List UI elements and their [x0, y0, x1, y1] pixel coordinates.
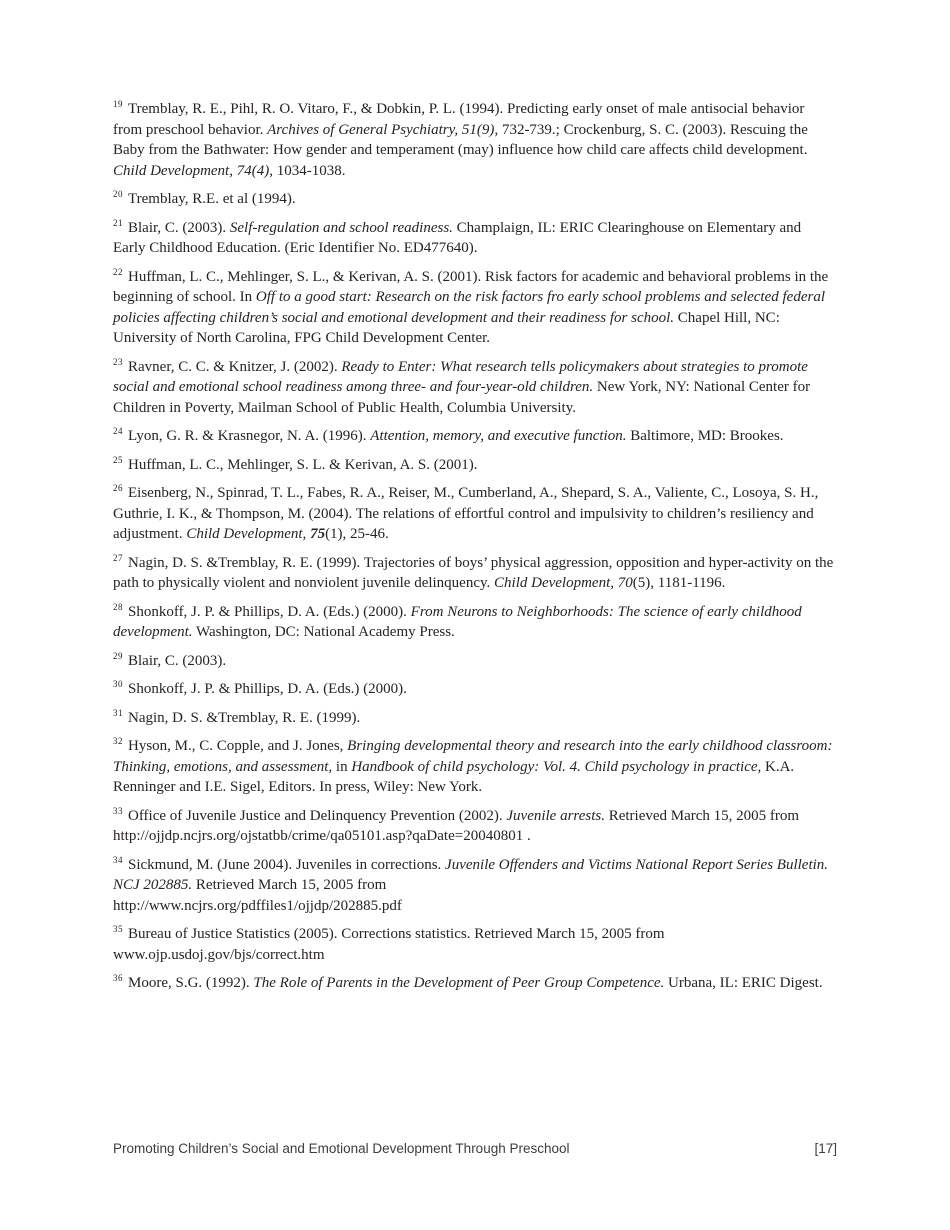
endnote-text: Ravner, C. C. & Knitzer, J. (2002).: [128, 358, 342, 375]
endnote: [113, 99, 837, 181]
endnote: [113, 218, 837, 259]
endnote-number: 21: [113, 217, 123, 228]
endnote-text: Juvenile arrests.: [506, 807, 605, 824]
endnote-text: Moore, S.G. (1992).: [128, 975, 254, 991]
endnote: [113, 455, 837, 476]
endnote-text: , 732-739.; Crockenburg, S. C. (2003). Rescuing the Baby from the Bathwater: How gender and temperament (may) influence how child care affects child development.: [113, 121, 808, 158]
endnote-text: Bringing developmental theory and research into the early childhood classroom: Thinking, emotions, and assessment: [113, 738, 833, 775]
endnote-number: 31: [113, 707, 123, 718]
endnote-text: , K.A. Renninger and I.E. Sigel, Editors. In press, Wiley: New York.: [113, 758, 795, 795]
endnote-number: 32: [113, 736, 123, 746]
endnote: [113, 483, 837, 545]
endnote-text: www.ojp.usdoj.gov/bjs/correct.htm: [113, 946, 325, 963]
endnote-number: 20: [113, 189, 123, 199]
endnote-text: Chapel Hill, NC: University of North Carolina, FPG Child Development Center.: [113, 309, 780, 346]
endnote-number: 36: [113, 973, 123, 983]
endnote-text: Urbana, IL: ERIC Digest.: [664, 975, 823, 991]
endnote-text: Child Development,: [186, 526, 311, 542]
endnote-text: Tremblay, R.E. et al (1994).: [128, 191, 296, 207]
endnote-text: Child Development, 74(4): [113, 162, 270, 179]
endnote: [113, 651, 837, 672]
endnote-text: Washington, DC: National Academy Press.: [192, 624, 455, 640]
endnote: [113, 973, 837, 994]
endnote-text: Ready to Enter: What research tells policymakers about strategies to promote social and emotional school readiness among three- and four-year-old children.: [113, 358, 808, 395]
endnote-text: , 1034-1038.: [269, 162, 346, 179]
endnote-text: Champlaign, IL: ERIC Clearinghouse on Elementary and Early Childhood Education. (Eric Identifier No. ED477640).: [113, 219, 802, 256]
endnote-text: 75: [310, 526, 326, 542]
endnote-text: Off to a good start: Research on the risk factors fro early school problems and selected federal policies affecting children’s social and emotional development and their readiness for school.: [113, 289, 825, 326]
endnote-text: Hyson, M., C. Copple, and J. Jones,: [128, 738, 348, 754]
endnote: [113, 679, 837, 700]
endnote-number: 33: [113, 805, 123, 816]
endnote-number: 24: [113, 426, 123, 436]
endnote-text: Shonkoff, J. P. & Phillips, D. A. (Eds.) (2000).: [128, 603, 411, 620]
endnote-number: 29: [113, 650, 123, 661]
endnote-text: Self-regulation and school readiness.: [229, 219, 453, 236]
endnote-text: (5), 1181-1196.: [632, 575, 726, 591]
endnote-number: 35: [113, 924, 123, 934]
endnotes-list: [113, 99, 837, 1002]
endnote-text: http://www.ncjrs.org/pdffiles1/ojjdp/202885.pdf: [113, 897, 402, 914]
endnote: [113, 855, 837, 917]
endnote: [113, 357, 837, 419]
endnote-number: 27: [113, 552, 123, 563]
endnote-text: Retrieved March 15, 2005 from http://ojjdp.ncjrs.org/ojstatbb/crime/qa05101.asp?qaDate=20040801 .: [113, 807, 800, 844]
endnote-text: Huffman, L. C., Mehlinger, S. L., & Kerivan, A. S. (2001). Risk factors for academic and behavioral problems in the beginning of school. In: [113, 268, 829, 305]
endnote-number: 23: [113, 356, 123, 367]
endnote-text: Lyon, G. R. & Krasnegor, N. A. (1996).: [128, 428, 371, 444]
endnote: [113, 736, 837, 798]
endnote-text: Tremblay, R. E., Pihl, R. O. Vitaro, F., & Dobkin, P. L. (1994). Predicting early onset of male antisocial behavior from preschool behavior.: [113, 101, 805, 138]
endnote-text: , in: [328, 758, 352, 775]
endnote-text: Baltimore, MD: Brookes.: [626, 428, 784, 444]
endnote-text: From Neurons to Neighborhoods: The science of early childhood development.: [113, 603, 802, 640]
endnote: [113, 924, 837, 965]
endnote-text: Retrieved March 15, 2005 from: [192, 877, 387, 893]
endnote-text: Handbook of child psychology: Vol. 4. Child psychology in practice: [351, 758, 758, 775]
endnote-text: Office of Juvenile Justice and Delinquency Prevention (2002).: [128, 807, 507, 824]
footer-page-number: [17]: [814, 1141, 837, 1156]
endnote-text: New York, NY: National Center for Children in Poverty, Mailman School of Public Health, Columbia University.: [113, 379, 811, 416]
endnote: [113, 426, 837, 447]
endnote-number: 19: [113, 99, 123, 109]
endnote-number: 25: [113, 454, 123, 465]
endnote-text: Child Development, 70: [494, 575, 633, 591]
endnote-text: Blair, C. (2003).: [128, 219, 230, 236]
page-footer: [113, 1141, 837, 1156]
endnote-text: Attention, memory, and executive function.: [370, 428, 627, 444]
endnote-text: (1), 25-46.: [325, 526, 389, 542]
endnote: [113, 553, 837, 594]
endnote-text: Huffman, L. C., Mehlinger, S. L. & Kerivan, A. S. (2001).: [128, 456, 478, 473]
endnote-text: Archives of General Psychiatry, 51(9): [267, 121, 495, 138]
endnote-text: The Role of Parents in the Development of Peer Group Competence.: [253, 975, 665, 991]
endnote-text: Nagin, D. S. &Tremblay, R. E. (1999).: [128, 709, 361, 726]
endnote-number: 22: [113, 266, 123, 277]
endnote-number: 26: [113, 483, 123, 493]
endnote: [113, 602, 837, 643]
endnote-number: 28: [113, 601, 123, 612]
endnote-text: Blair, C. (2003).: [128, 652, 227, 669]
endnote: [113, 267, 837, 349]
endnote: [113, 189, 837, 210]
endnote: [113, 806, 837, 847]
endnote-text: Nagin, D. S. &Tremblay, R. E. (1999). Trajectories of boys’ physical aggression, opposition and hyper-activity on the path to physically violent and nonviolent juvenile delinquency.: [113, 554, 834, 591]
footer-title: Promoting Children’s Social and Emotional Development Through Preschool: [113, 1141, 570, 1156]
endnote-number: 34: [113, 854, 123, 865]
endnote-text: Eisenberg, N., Spinrad, T. L., Fabes, R. A., Reiser, M., Cumberland, A., Shepard, S. A., Valiente, C., Losoya, S. H., Guthrie, I. K., & Thompson, M. (2004). The relations of effortful control and impulsivity to children’s resiliency and adjustment.: [113, 485, 819, 542]
endnote-text: Sickmund, M. (June 2004). Juveniles in corrections.: [128, 856, 446, 873]
endnote-text: Shonkoff, J. P. & Phillips, D. A. (Eds.) (2000).: [128, 681, 407, 697]
endnote-text: Juvenile Offenders and Victims National Report Series Bulletin. NCJ 202885.: [113, 856, 829, 893]
endnote-number: 30: [113, 679, 123, 689]
endnote: [113, 708, 837, 729]
endnote-text: Bureau of Justice Statistics (2005). Corrections statistics. Retrieved March 15, 2005 from: [128, 926, 665, 942]
